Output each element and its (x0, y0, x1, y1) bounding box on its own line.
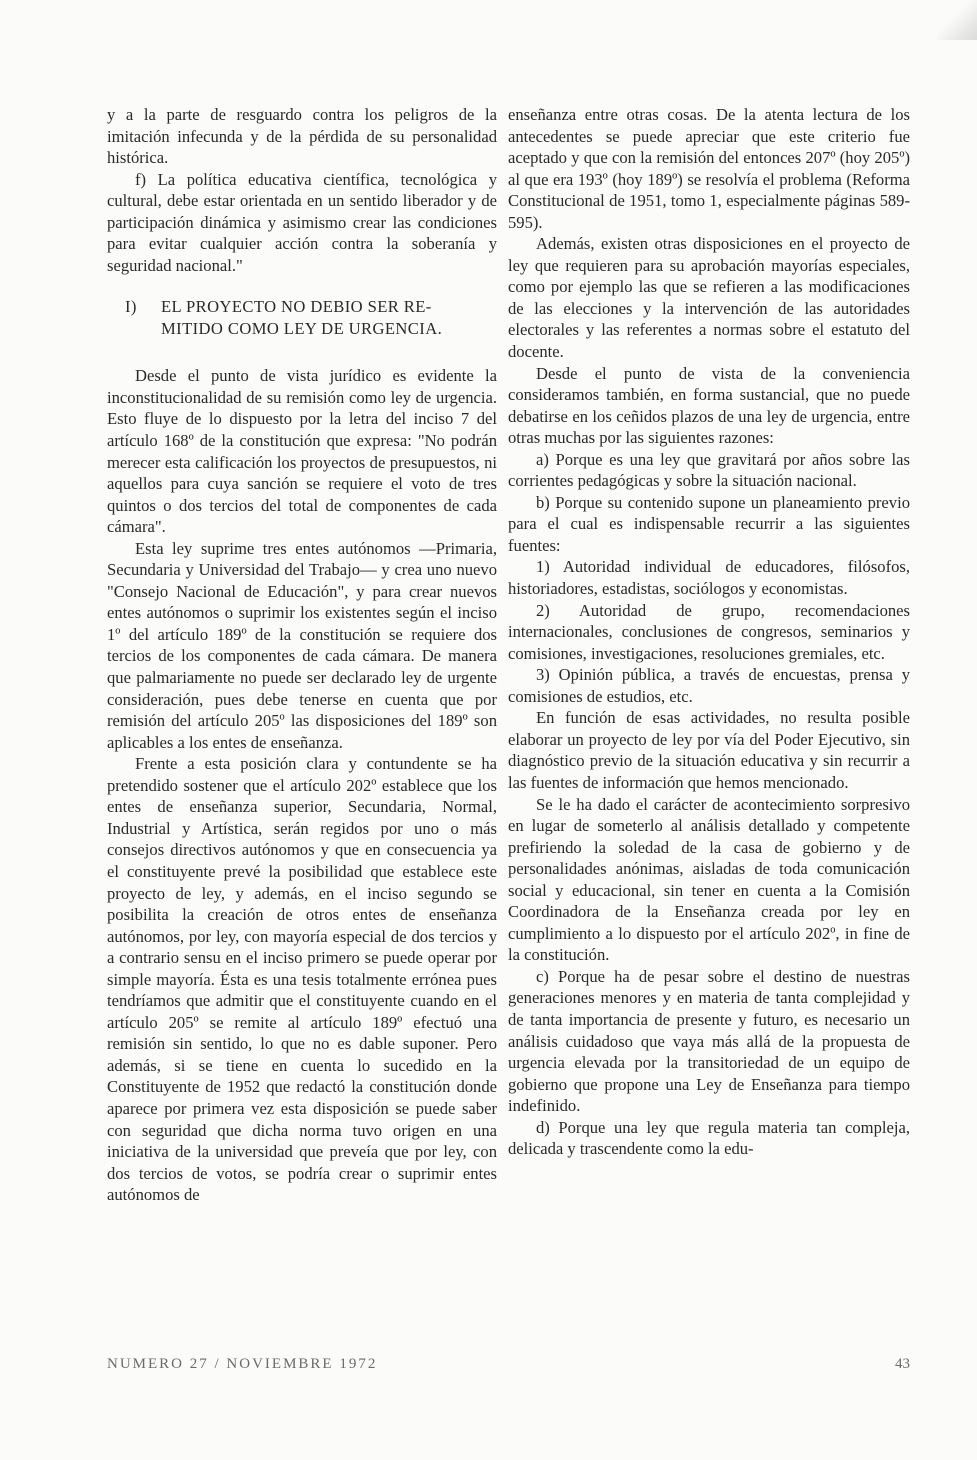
paragraph: Desde el punto de vista de la conveniencia consideramos también, en forma sustancial, que no puede debatirse en los ceñidos plazos de una ley de urgencia, entre otras muchas por las siguientes razones: (508, 363, 910, 448)
section-heading (107, 296, 497, 339)
paragraph: Desde el punto de vista jurídico es evidente la inconstitucionalidad de su remisión como ley de urgencia. Esto fluye de lo dispuesto por la letra del inciso 7 del artículo 168º de la constitución que expresa: "No podrán merecer esta calificación los proyectos de presupuestos, ni aquellos para cuya sanción se requiere el voto de tres quintos o dos tercios del total de componentes de cada cámara". (107, 366, 497, 537)
list-item-c: c) Porque ha de pesar sobre el destino de nuestras generaciones menores y en materia de tanta complejidad y de tanta importancia de presente y futuro, es necesario un análisis cuidadoso que vaya más allá de la propuesta de urgencia elevada por la transitoriedad de un equipo de gobierno que propone una Ley de Enseñanza para tiempo indefinido. (508, 966, 910, 1116)
paragraph: Frente a esta posición clara y contundente se ha pretendido sostener que el artículo 202º establece que los entes de enseñanza superior, Secundaria, Normal, Industrial y Artística, serán regidos por uno o más consejos directivos autónomos y que en consecuencia ya el constituyente prevé la posibilidad que establece este proyecto de ley, y además, en el inciso segundo se posibilita la creación de otros entes de enseñanza autónomos, por ley, con mayoría especial de dos tercios y a contrario sensu en el inciso primero se puede operar por simple mayoría. Ésta es una tesis totalmente errónea pues tendríamos que admitir que el constituyente cuando en el artículo 205º se remite al artículo 189º efectuó una remisión sin sentido, lo que no es dable suponer. Pero además, si se tiene en cuenta lo sucedido en la Constituyente de 1952 que redactó la constitución donde aparece por primera vez esta disposición se puede saber con seguridad que dicha norma tuvo origen en una iniciativa de la universidad que preveía que por ley, con dos tercios de votos, se podría crear o suprimir entes autónomos de (107, 754, 497, 1205)
left-column (107, 104, 497, 1206)
right-column (508, 104, 910, 1160)
page-footer (107, 1356, 910, 1373)
paragraph-item-f: f) La política educativa científica, tecnológica y cultural, debe estar orientada en un sentido liberador y de participación dinámica y asimismo crear las condiciones para evitar cualquier acción contra la soberanía y seguridad nacional." (107, 169, 497, 275)
paragraph: Se le ha dado el carácter de acontecimiento sorpresivo en lugar de someterlo al análisis detallado y competente prefiriendo la soledad de la casa de gobierno y de personalidades anónimas, aisladas de toda comunicación social y educacional, sin tener en cuenta a la Comisión Coordinadora de la Enseñanza creada por ley en cumplimiento a lo dispuesto por el artículo 202º, in fine de la constitución. (508, 794, 910, 965)
list-item-d: d) Porque una ley que regula materia tan compleja, delicada y trascendente como la edu- (508, 1117, 910, 1159)
issue-label: NUMERO 27 / NOVIEMBRE 1972 (107, 1356, 378, 1372)
list-item-3: 3) Opinión pública, a través de encuestas, prensa y comisiones de estudios, etc. (508, 665, 910, 706)
paragraph: Esta ley suprime tres entes autónomos —Primaria, Secundaria y Universidad del Trabajo— y crea uno nuevo "Consejo Nacional de Educación", y para crear nuevos entes autónomos o suprimir los existentes según el inciso 1º del artículo 189º de la constitución se requiere dos tercios de los componentes de cada cámara. De manera que palmariamente no puede ser declarado ley de urgente consideración, pues debe tenerse en cuenta que por remisión del artículo 205º las disposiciones del 189º son aplicables a los entes de enseñanza. (107, 538, 497, 752)
list-item-b: b) Porque su contenido supone un planeamiento previo para el cual es indispensable recurrir a las siguientes fuentes: (508, 492, 910, 555)
section-title-line-2: MITIDO COMO LEY DE URGENCIA. (161, 318, 443, 338)
section-number: I) (125, 297, 137, 317)
list-item-1: 1) Autoridad individual de educadores, filósofos, historiadores, estadistas, sociólogos y economistas. (508, 557, 910, 599)
page-number: 43 (895, 1356, 910, 1372)
list-item-a: a) Porque es una ley que gravitará por años sobre las corrientes pedagógicas y sobre la situación nacional. (508, 449, 910, 491)
page-corner-shadow (937, 0, 977, 40)
paragraph-continuation: enseñanza entre otras cosas. De la atenta lectura de los antecedentes se puede apreciar que este criterio fue aceptado y que con la remisión del entonces 207º (hoy 205º) al que era 193º (hoy 189º) se resolvía el problema (Reforma Constitucional de 1951, tomo 1, especialmente páginas 589-595). (508, 105, 910, 232)
list-item-2: 2) Autoridad de grupo, recomendaciones internacionales, conclusiones de congresos, seminarios y comisiones, investigaciones, resoluciones gremiales, etc. (508, 600, 910, 663)
paragraph: En función de esas actividades, no resulta posible elaborar un proyecto de ley por vía del Poder Ejecutivo, sin diagnóstico previo de la situación educativa y sin recurrir a las fuentes de información que hemos mencionado. (508, 708, 910, 792)
paragraph-continuation: y a la parte de resguardo contra los peligros de la imitación infecunda y de la pérdida de su personalidad histórica. (107, 105, 497, 168)
section-title-line-1: EL PROYECTO NO DEBIO SER RE- (161, 297, 432, 317)
paragraph: Además, existen otras disposiciones en el proyecto de ley que requieren para su aprobación mayorías especiales, como por ejemplo las que se refieren a las modificaciones de las elecciones y la intervención de las autoridades electorales y las referentes a normas sobre el estatuto del docente. (508, 234, 910, 362)
